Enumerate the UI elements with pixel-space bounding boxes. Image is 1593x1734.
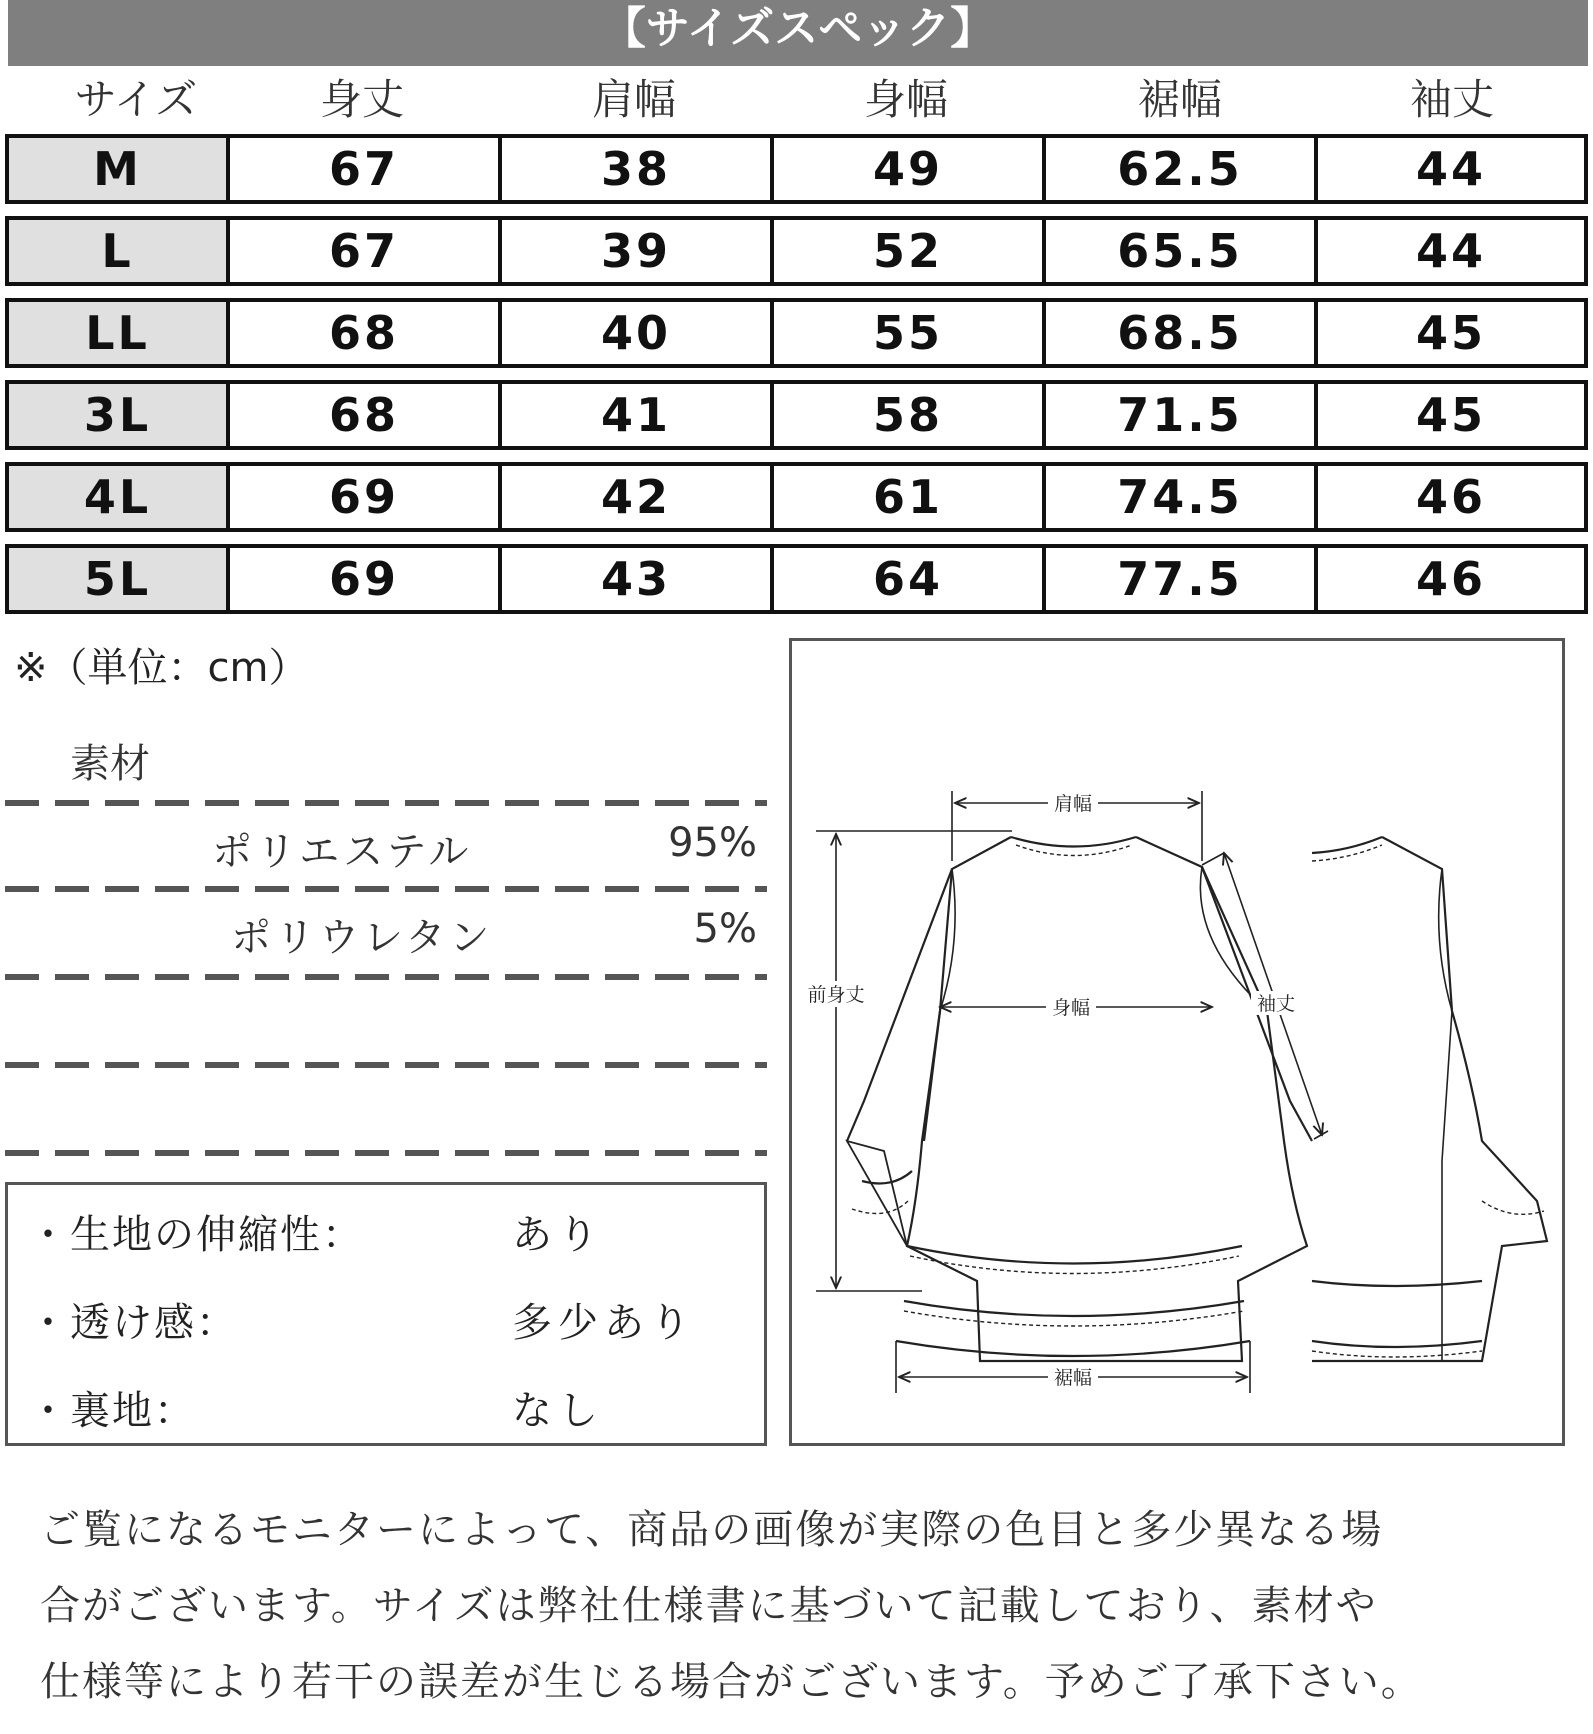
header-body-length: 身丈: [319, 75, 404, 124]
size-label: 4L: [9, 466, 226, 528]
shoulder-width-value: 38: [498, 138, 770, 200]
shoulder-width-value: 41: [498, 384, 770, 446]
hem-width-value: 65.5: [1042, 220, 1314, 282]
material-name: ポリウレタン: [231, 915, 494, 961]
chest-width-value: 58: [770, 384, 1042, 446]
material-row: [5, 806, 767, 886]
front-garment-outline: [847, 837, 1312, 1361]
size-row-m: [5, 134, 1588, 204]
sleeve-length-value: 45: [1314, 302, 1584, 364]
garment-diagram-svg: [792, 641, 1568, 1449]
property-value: あり: [512, 1212, 604, 1258]
material-percent: 5%: [693, 906, 757, 952]
sleeve-length-value: 45: [1314, 384, 1584, 446]
sleeve-length-value: 44: [1314, 138, 1584, 200]
property-value: なし: [512, 1388, 604, 1434]
size-row-ll: [5, 298, 1588, 368]
property-value: 多少あり: [512, 1300, 696, 1346]
chest-width-value: 64: [770, 548, 1042, 610]
size-label: L: [9, 220, 226, 282]
size-row-4l: [5, 462, 1588, 532]
header-size: サイズ: [74, 75, 198, 124]
body-length-dimension: [816, 831, 1012, 1291]
hem-width-value: 68.5: [1042, 302, 1314, 364]
sleeve-length-value: 46: [1314, 466, 1584, 528]
divider: [5, 974, 767, 980]
body-length-label: 前身丈: [807, 984, 865, 1006]
shoulder-width-value: 42: [498, 466, 770, 528]
header-sleeve-length: 袖丈: [1409, 75, 1494, 124]
size-label: 5L: [9, 548, 226, 610]
footer-line: ご覧になるモニターによって、商品の画像が実際の色目と多少異なる場: [40, 1507, 1384, 1553]
material-title: 素材: [70, 741, 150, 787]
hem-width-value: 77.5: [1042, 548, 1314, 610]
hem-width-value: 62.5: [1042, 138, 1314, 200]
chest-width-value: 52: [770, 220, 1042, 282]
material-percent: 95%: [668, 820, 757, 866]
size-label: 3L: [9, 384, 226, 446]
size-label: M: [9, 138, 226, 200]
size-row-l: [5, 216, 1588, 286]
sleeve-length-value: 44: [1314, 220, 1584, 282]
divider: [5, 1150, 767, 1156]
header-chest-width: 身幅: [863, 75, 948, 124]
garment-diagram: [789, 638, 1565, 1446]
hem-width-value: 71.5: [1042, 384, 1314, 446]
shoulder-width-value: 43: [498, 548, 770, 610]
chest-width-value: 49: [770, 138, 1042, 200]
chest-width-value: 61: [770, 466, 1042, 528]
header-shoulder-width: 肩幅: [591, 75, 676, 124]
material-row: [5, 892, 767, 972]
hem-label: 裾幅: [1053, 1367, 1093, 1389]
property-label: ・透け感：: [28, 1300, 238, 1346]
body-length-value: 67: [226, 220, 498, 282]
header-hem-width: 裾幅: [1137, 75, 1222, 124]
body-length-value: 68: [226, 302, 498, 364]
hem-width-value: 74.5: [1042, 466, 1314, 528]
footer-disclaimer: [40, 1492, 1560, 1720]
footer-line: 仕様等により若干の誤差が生じる場合がございます。予めご了承下さい。: [40, 1659, 1423, 1705]
footer-line: 合がございます。サイズは弊社仕様書に基づいて記載しており、素材や: [40, 1583, 1378, 1629]
unit-note: ※（単位：cm）: [14, 645, 309, 691]
body-length-value: 69: [226, 466, 498, 528]
sleeve-length-value: 46: [1314, 548, 1584, 610]
size-label: LL: [9, 302, 226, 364]
shoulder-width-value: 39: [498, 220, 770, 282]
chest-label: 身幅: [1051, 997, 1091, 1019]
fabric-properties-box: [5, 1182, 767, 1446]
chest-width-value: 55: [770, 302, 1042, 364]
shoulder-width-value: 40: [498, 302, 770, 364]
body-length-value: 68: [226, 384, 498, 446]
back-garment-outline: [1312, 837, 1547, 1361]
size-table-header: [0, 66, 1593, 134]
property-label: ・裏地：: [28, 1388, 196, 1434]
material-name: ポリエステル: [212, 829, 473, 875]
size-spec-title: 【サイズスペック】: [8, 0, 1588, 66]
size-row-5l: [5, 544, 1588, 614]
size-row-3l: [5, 380, 1588, 450]
property-label: ・生地の伸縮性：: [28, 1212, 364, 1258]
body-length-value: 69: [226, 548, 498, 610]
body-length-value: 67: [226, 138, 498, 200]
divider: [5, 1062, 767, 1068]
shoulder-label: 肩幅: [1053, 793, 1093, 815]
sleeve-label: 袖丈: [1256, 993, 1296, 1015]
